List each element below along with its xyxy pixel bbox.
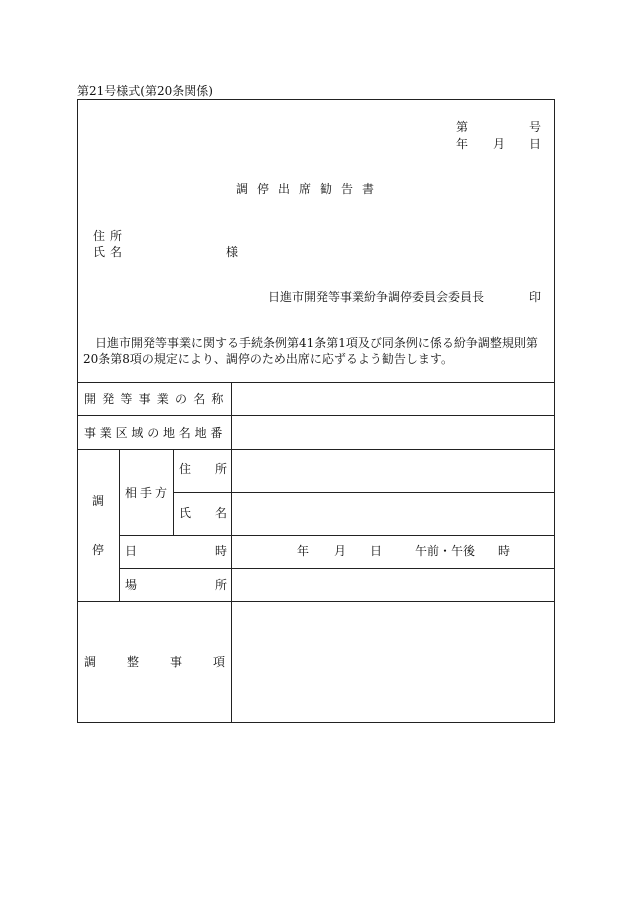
seal-mark: 印 xyxy=(529,290,542,304)
datetime-label-right: 時 xyxy=(215,544,228,558)
row-divider-4 xyxy=(119,535,554,536)
date-month-label: 月 xyxy=(493,137,506,151)
form-sheet xyxy=(77,99,555,723)
row-divider-2 xyxy=(78,449,554,450)
doc-number-prefix: 第 xyxy=(456,120,469,134)
date-day-label: 日 xyxy=(529,137,542,151)
recipient-name-label: 氏名 xyxy=(93,245,128,259)
label-column-divider xyxy=(231,382,232,723)
place-label-left: 場 xyxy=(125,578,138,592)
issuer-name: 日進市開発等事業紛争調停委員会委員長 xyxy=(268,290,485,304)
meeting-year-label: 年 xyxy=(297,544,310,558)
row-divider-1 xyxy=(78,415,554,416)
project-district-label: 事業区域の地名地番 xyxy=(84,426,227,440)
document-title: 調停出席勧告書 xyxy=(236,182,384,196)
datetime-label-left: 日 xyxy=(125,544,138,558)
form-number-label: 第21号様式(第20条関係) xyxy=(77,84,213,98)
doc-number-suffix: 号 xyxy=(529,120,542,134)
meeting-hour-label: 時 xyxy=(498,544,511,558)
counterparty-address-label: 住所 xyxy=(179,462,252,476)
table-top-border xyxy=(78,382,554,383)
counterparty-name-label: 氏名 xyxy=(179,506,252,520)
place-label-right: 所 xyxy=(215,578,228,592)
row-divider-5 xyxy=(119,568,554,569)
row-divider-6 xyxy=(78,601,554,602)
mediation-label-char-1: 調 xyxy=(92,494,105,508)
mediation-column-divider xyxy=(119,449,120,601)
counterparty-column-divider xyxy=(173,449,174,535)
recipient-honorific: 様 xyxy=(226,245,239,259)
recipient-address-label: 住所 xyxy=(93,229,128,243)
mediation-label-char-2: 停 xyxy=(92,543,105,557)
adjustment-items-label: 調整事項 xyxy=(84,655,257,669)
project-name-label: 開発等事業の名称 xyxy=(84,392,230,406)
meeting-ampm-label: 午前・午後 xyxy=(415,544,476,558)
meeting-month-label: 月 xyxy=(334,544,347,558)
counterparty-label: 相手方 xyxy=(125,486,171,500)
body-paragraph: 日進市開発等事業に関する手続条例第41条第1項及び同条例に係る紛争調整規則第20条第8項の規定により、調停のため出席に応ずるよう勧告します。 xyxy=(83,336,538,366)
meeting-day-label: 日 xyxy=(370,544,383,558)
date-year-label: 年 xyxy=(456,137,469,151)
